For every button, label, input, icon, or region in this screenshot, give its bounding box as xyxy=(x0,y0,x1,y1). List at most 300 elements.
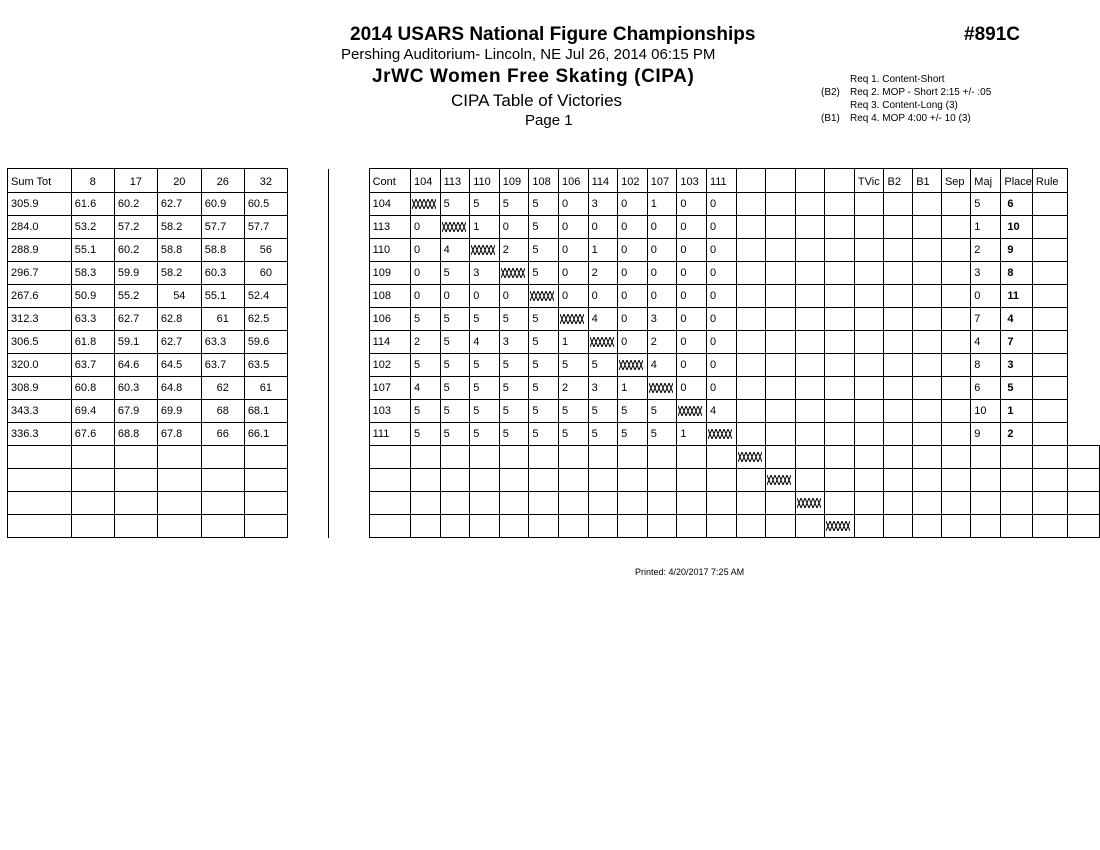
self-match-mark xyxy=(738,452,762,462)
contestant-cell: 107 xyxy=(369,377,410,400)
victory-cell: 4 xyxy=(706,400,736,423)
table-row xyxy=(8,354,1100,377)
self-match-mark xyxy=(442,222,466,232)
victory-cell: 0 xyxy=(706,354,736,377)
table-row xyxy=(8,423,1100,446)
empty-cell xyxy=(8,469,72,492)
victory-cell: 0 xyxy=(558,262,588,285)
b2-cell xyxy=(884,308,913,331)
empty-cell xyxy=(369,446,410,469)
column-header: 26 xyxy=(201,169,244,193)
empty-cell xyxy=(854,446,884,469)
judge-score-cell: 69.9 xyxy=(157,400,201,423)
empty-cell xyxy=(1032,515,1067,538)
empty-cell xyxy=(825,492,855,515)
b2-cell xyxy=(884,354,913,377)
column-header: 114 xyxy=(588,169,618,193)
empty-cell xyxy=(558,469,588,492)
empty-cell xyxy=(825,377,855,400)
victory-cell: 0 xyxy=(411,216,441,239)
judge-score-cell: 60.3 xyxy=(201,262,244,285)
gap-cell xyxy=(287,239,328,262)
judge-score-cell: 59.1 xyxy=(114,331,157,354)
judge-score-cell: 58.2 xyxy=(157,216,201,239)
b2-cell xyxy=(884,193,913,216)
victory-cell: 5 xyxy=(440,262,470,285)
victory-cell: 0 xyxy=(618,308,648,331)
place-cell: 3 xyxy=(1001,354,1033,377)
victory-cell: 5 xyxy=(499,423,529,446)
sep-cell xyxy=(941,354,970,377)
empty-cell xyxy=(157,446,201,469)
gap-cell xyxy=(287,377,328,400)
empty-cell xyxy=(706,492,736,515)
judge-score-cell: 68 xyxy=(201,400,244,423)
victory-cell: 5 xyxy=(529,193,559,216)
sep-cell xyxy=(941,262,970,285)
empty-cell xyxy=(795,308,825,331)
column-header: 8 xyxy=(71,169,114,193)
victory-cell: 3 xyxy=(499,331,529,354)
judge-score-cell: 63.3 xyxy=(71,308,114,331)
victory-cell: 0 xyxy=(618,262,648,285)
self-match-mark xyxy=(649,383,673,393)
self-match-cell xyxy=(470,239,500,262)
table-row xyxy=(8,400,1100,423)
empty-cell xyxy=(884,515,913,538)
place-cell: 1 xyxy=(1001,400,1033,423)
victory-cell: 5 xyxy=(529,239,559,262)
sep-cell xyxy=(941,331,970,354)
victory-cell: 5 xyxy=(529,216,559,239)
empty-cell xyxy=(913,492,942,515)
self-match-cell xyxy=(588,331,618,354)
empty-cell xyxy=(328,515,369,538)
empty-cell xyxy=(71,446,114,469)
empty-cell xyxy=(677,515,707,538)
empty-cell xyxy=(825,262,855,285)
judge-score-cell: 60 xyxy=(244,262,287,285)
empty-cell xyxy=(411,492,441,515)
victory-cell: 0 xyxy=(706,285,736,308)
victory-cell: 0 xyxy=(588,285,618,308)
sum-total-cell: 305.9 xyxy=(8,193,72,216)
b1-cell xyxy=(913,423,942,446)
rule-cell xyxy=(1032,216,1067,239)
place-cell: 7 xyxy=(1001,331,1033,354)
place-cell: 6 xyxy=(1001,193,1033,216)
b2-cell xyxy=(884,216,913,239)
tvic-cell xyxy=(854,308,884,331)
tvic-cell xyxy=(854,331,884,354)
empty-cell xyxy=(766,285,796,308)
empty-cell xyxy=(440,469,470,492)
contestant-cell: 104 xyxy=(369,193,410,216)
b2-cell xyxy=(884,400,913,423)
victory-cell: 0 xyxy=(440,285,470,308)
empty-cell xyxy=(588,492,618,515)
b1-cell xyxy=(913,285,942,308)
empty-cell xyxy=(470,515,500,538)
place-cell: 5 xyxy=(1001,377,1033,400)
requirement-code: (B2) xyxy=(821,87,840,98)
judge-score-cell: 64.5 xyxy=(157,354,201,377)
sep-cell xyxy=(941,423,970,446)
empty-cell xyxy=(677,446,707,469)
table-row xyxy=(8,285,1100,308)
empty-cell xyxy=(766,446,796,469)
victory-cell: 5 xyxy=(411,423,441,446)
judge-score-cell: 60.5 xyxy=(244,193,287,216)
empty-cell xyxy=(766,354,796,377)
empty-cell xyxy=(411,446,441,469)
empty-cell xyxy=(1067,492,1099,515)
judge-score-cell: 62.7 xyxy=(157,193,201,216)
gap-cell xyxy=(328,331,369,354)
empty-cell xyxy=(114,515,157,538)
majority-cell: 2 xyxy=(971,239,1001,262)
victory-cell: 3 xyxy=(588,377,618,400)
victory-cell: 5 xyxy=(529,377,559,400)
column-header: 102 xyxy=(618,169,648,193)
empty-cell xyxy=(971,515,1001,538)
empty-cell xyxy=(588,515,618,538)
b1-cell xyxy=(913,216,942,239)
empty-cell xyxy=(1032,469,1067,492)
empty-cell xyxy=(736,515,766,538)
judge-score-cell: 62.5 xyxy=(244,308,287,331)
judge-score-cell: 61 xyxy=(244,377,287,400)
judge-score-cell: 63.7 xyxy=(71,354,114,377)
self-match-cell xyxy=(618,354,648,377)
judge-score-cell: 66 xyxy=(201,423,244,446)
empty-cell xyxy=(558,492,588,515)
victory-cell: 5 xyxy=(647,423,677,446)
self-match-mark xyxy=(530,291,554,301)
empty-cell xyxy=(114,492,157,515)
gap-cell xyxy=(328,285,369,308)
b1-cell xyxy=(913,354,942,377)
majority-cell: 6 xyxy=(971,377,1001,400)
tvic-cell xyxy=(854,400,884,423)
gap-cell xyxy=(328,193,369,216)
table-row xyxy=(8,446,1100,469)
empty-cell xyxy=(795,515,825,538)
empty-cell xyxy=(287,446,328,469)
sum-total-cell: 312.3 xyxy=(8,308,72,331)
tvic-cell xyxy=(854,239,884,262)
judge-score-cell: 66.1 xyxy=(244,423,287,446)
victory-cell: 4 xyxy=(440,239,470,262)
empty-cell xyxy=(499,515,529,538)
victory-cell: 1 xyxy=(677,423,707,446)
table-title: CIPA Table of Victories xyxy=(451,91,623,110)
victory-cell: 4 xyxy=(411,377,441,400)
victory-cell: 5 xyxy=(440,331,470,354)
self-match-mark xyxy=(767,475,791,485)
table-row xyxy=(8,515,1100,538)
empty-cell xyxy=(287,515,328,538)
b1-cell xyxy=(913,400,942,423)
sum-total-cell: 267.6 xyxy=(8,285,72,308)
judge-score-cell: 55.1 xyxy=(71,239,114,262)
empty-cell xyxy=(736,331,766,354)
empty-cell xyxy=(411,515,441,538)
column-header: 106 xyxy=(558,169,588,193)
column-header: 111 xyxy=(706,169,736,193)
contestant-cell: 111 xyxy=(369,423,410,446)
victory-cell: 0 xyxy=(647,216,677,239)
self-match-mark xyxy=(826,521,850,531)
empty-cell xyxy=(558,515,588,538)
empty-cell xyxy=(201,515,244,538)
victory-cell: 0 xyxy=(677,239,707,262)
empty-cell xyxy=(795,377,825,400)
judge-score-cell: 60.9 xyxy=(201,193,244,216)
victory-cell: 5 xyxy=(470,400,500,423)
empty-cell xyxy=(825,469,855,492)
empty-cell xyxy=(766,400,796,423)
self-match-mark xyxy=(560,314,584,324)
empty-cell xyxy=(766,492,796,515)
empty-cell xyxy=(971,469,1001,492)
b2-cell xyxy=(884,285,913,308)
rule-cell xyxy=(1032,262,1067,285)
empty-cell xyxy=(369,469,410,492)
victory-cell: 5 xyxy=(470,377,500,400)
empty-cell xyxy=(766,308,796,331)
victory-cell: 2 xyxy=(499,239,529,262)
victory-cell: 3 xyxy=(647,308,677,331)
place-cell: 4 xyxy=(1001,308,1033,331)
victory-cell: 5 xyxy=(440,354,470,377)
gap-cell xyxy=(287,308,328,331)
tvic-cell xyxy=(854,193,884,216)
gap-cell xyxy=(287,400,328,423)
column-header: 17 xyxy=(114,169,157,193)
empty-cell xyxy=(328,492,369,515)
sum-total-cell: 306.5 xyxy=(8,331,72,354)
empty-cell xyxy=(499,469,529,492)
victory-cell: 0 xyxy=(558,239,588,262)
contestant-cell: 109 xyxy=(369,262,410,285)
gap-cell xyxy=(287,216,328,239)
requirement-text: Req 2. MOP - Short 2:15 +/- :05 xyxy=(850,87,992,98)
victory-cell: 0 xyxy=(618,285,648,308)
gap-cell xyxy=(287,169,328,193)
empty-cell xyxy=(470,469,500,492)
empty-cell xyxy=(736,239,766,262)
empty-cell xyxy=(157,469,201,492)
empty-cell xyxy=(470,446,500,469)
empty-cell xyxy=(766,239,796,262)
blank-header xyxy=(825,169,855,193)
empty-cell xyxy=(795,285,825,308)
tvic-cell xyxy=(854,377,884,400)
empty-cell xyxy=(795,446,825,469)
column-header: 108 xyxy=(529,169,559,193)
victory-cell: 0 xyxy=(706,216,736,239)
victory-cell: 2 xyxy=(558,377,588,400)
empty-cell xyxy=(854,492,884,515)
requirement-text: Req 3. Content-Long (3) xyxy=(850,100,958,111)
rule-cell xyxy=(1032,354,1067,377)
sum-total-cell: 336.3 xyxy=(8,423,72,446)
empty-cell xyxy=(825,239,855,262)
sep-cell xyxy=(941,216,970,239)
victory-cell: 0 xyxy=(677,262,707,285)
victory-cell: 5 xyxy=(529,423,559,446)
empty-cell xyxy=(618,515,648,538)
gap-cell xyxy=(328,239,369,262)
judge-score-cell: 58.8 xyxy=(201,239,244,262)
column-header: 113 xyxy=(440,169,470,193)
empty-cell xyxy=(8,446,72,469)
victory-cell: 1 xyxy=(588,239,618,262)
victory-cell: 0 xyxy=(677,377,707,400)
gap-cell xyxy=(287,354,328,377)
empty-cell xyxy=(529,469,559,492)
victory-cell: 0 xyxy=(499,285,529,308)
sum-total-cell: 296.7 xyxy=(8,262,72,285)
blank-header xyxy=(766,169,796,193)
victory-cell: 5 xyxy=(499,400,529,423)
judge-score-cell: 64.8 xyxy=(157,377,201,400)
judge-score-cell: 58.3 xyxy=(71,262,114,285)
column-header: B2 xyxy=(884,169,913,193)
b1-cell xyxy=(913,377,942,400)
self-match-mark xyxy=(619,360,643,370)
victory-cell: 5 xyxy=(470,423,500,446)
gap-cell xyxy=(328,262,369,285)
victory-cell: 0 xyxy=(588,216,618,239)
majority-cell: 0 xyxy=(971,285,1001,308)
gap-cell xyxy=(287,331,328,354)
victory-cell: 5 xyxy=(529,400,559,423)
self-match-cell xyxy=(499,262,529,285)
victory-cell: 4 xyxy=(647,354,677,377)
self-match-cell xyxy=(677,400,707,423)
empty-cell xyxy=(941,469,970,492)
rule-cell xyxy=(1032,239,1067,262)
empty-cell xyxy=(440,492,470,515)
empty-cell xyxy=(825,308,855,331)
victory-cell: 5 xyxy=(558,423,588,446)
victory-cell: 0 xyxy=(558,216,588,239)
judge-score-cell: 62.7 xyxy=(114,308,157,331)
b1-cell xyxy=(913,193,942,216)
empty-cell xyxy=(766,262,796,285)
victory-cell: 5 xyxy=(529,262,559,285)
self-match-mark xyxy=(412,199,436,209)
victory-cell: 0 xyxy=(677,285,707,308)
sep-cell xyxy=(941,400,970,423)
judge-score-cell: 68.1 xyxy=(244,400,287,423)
empty-cell xyxy=(618,492,648,515)
table-row xyxy=(8,331,1100,354)
victory-cell: 0 xyxy=(677,331,707,354)
victory-cell: 5 xyxy=(440,400,470,423)
empty-cell xyxy=(1067,469,1099,492)
sep-cell xyxy=(941,285,970,308)
empty-cell xyxy=(736,216,766,239)
gap-cell xyxy=(328,308,369,331)
requirement-text: Req 1. Content-Short xyxy=(850,74,945,85)
self-match-mark xyxy=(678,406,702,416)
empty-cell xyxy=(971,492,1001,515)
victory-cell: 0 xyxy=(618,239,648,262)
self-match-cell xyxy=(411,193,441,216)
judge-score-cell: 60.3 xyxy=(114,377,157,400)
empty-cell xyxy=(884,446,913,469)
self-match-mark xyxy=(501,268,525,278)
b1-cell xyxy=(913,239,942,262)
empty-cell xyxy=(913,515,942,538)
empty-cell xyxy=(244,492,287,515)
table-row xyxy=(8,216,1100,239)
judge-score-cell: 52.4 xyxy=(244,285,287,308)
majority-cell: 1 xyxy=(971,216,1001,239)
empty-cell xyxy=(440,446,470,469)
empty-cell xyxy=(736,423,766,446)
victory-cell: 5 xyxy=(588,400,618,423)
page-number: Page 1 xyxy=(525,112,573,129)
self-match-cell xyxy=(558,308,588,331)
column-header: TVic xyxy=(854,169,884,193)
judge-score-cell: 57.7 xyxy=(201,216,244,239)
sep-cell xyxy=(941,377,970,400)
empty-cell xyxy=(1032,446,1067,469)
empty-cell xyxy=(328,469,369,492)
empty-cell xyxy=(825,400,855,423)
empty-cell xyxy=(647,469,677,492)
victory-cell: 1 xyxy=(558,331,588,354)
column-header: 109 xyxy=(499,169,529,193)
place-cell: 10 xyxy=(1001,216,1033,239)
victory-cell: 0 xyxy=(706,193,736,216)
empty-cell xyxy=(1032,492,1067,515)
judge-score-cell: 58.2 xyxy=(157,262,201,285)
page-title: 2014 USARS National Figure Championships xyxy=(350,24,756,45)
contestant-cell: 103 xyxy=(369,400,410,423)
tvic-cell xyxy=(854,423,884,446)
empty-cell xyxy=(201,492,244,515)
victory-cell: 0 xyxy=(706,331,736,354)
victory-cell: 5 xyxy=(440,193,470,216)
gap-cell xyxy=(328,423,369,446)
self-match-cell xyxy=(529,285,559,308)
judge-score-cell: 68.8 xyxy=(114,423,157,446)
victory-cell: 5 xyxy=(558,400,588,423)
empty-cell xyxy=(825,446,855,469)
empty-cell xyxy=(854,515,884,538)
self-match-cell xyxy=(706,423,736,446)
judge-score-cell: 60.2 xyxy=(114,193,157,216)
empty-cell xyxy=(941,515,970,538)
victory-cell: 0 xyxy=(558,193,588,216)
victory-cell: 0 xyxy=(411,285,441,308)
empty-cell xyxy=(328,446,369,469)
b2-cell xyxy=(884,239,913,262)
victory-cell: 0 xyxy=(470,285,500,308)
sum-total-cell: 288.9 xyxy=(8,239,72,262)
column-header: 104 xyxy=(411,169,441,193)
judge-score-cell: 60.8 xyxy=(71,377,114,400)
empty-cell xyxy=(201,446,244,469)
rule-cell xyxy=(1032,423,1067,446)
empty-cell xyxy=(736,446,766,469)
table-row xyxy=(8,239,1100,262)
